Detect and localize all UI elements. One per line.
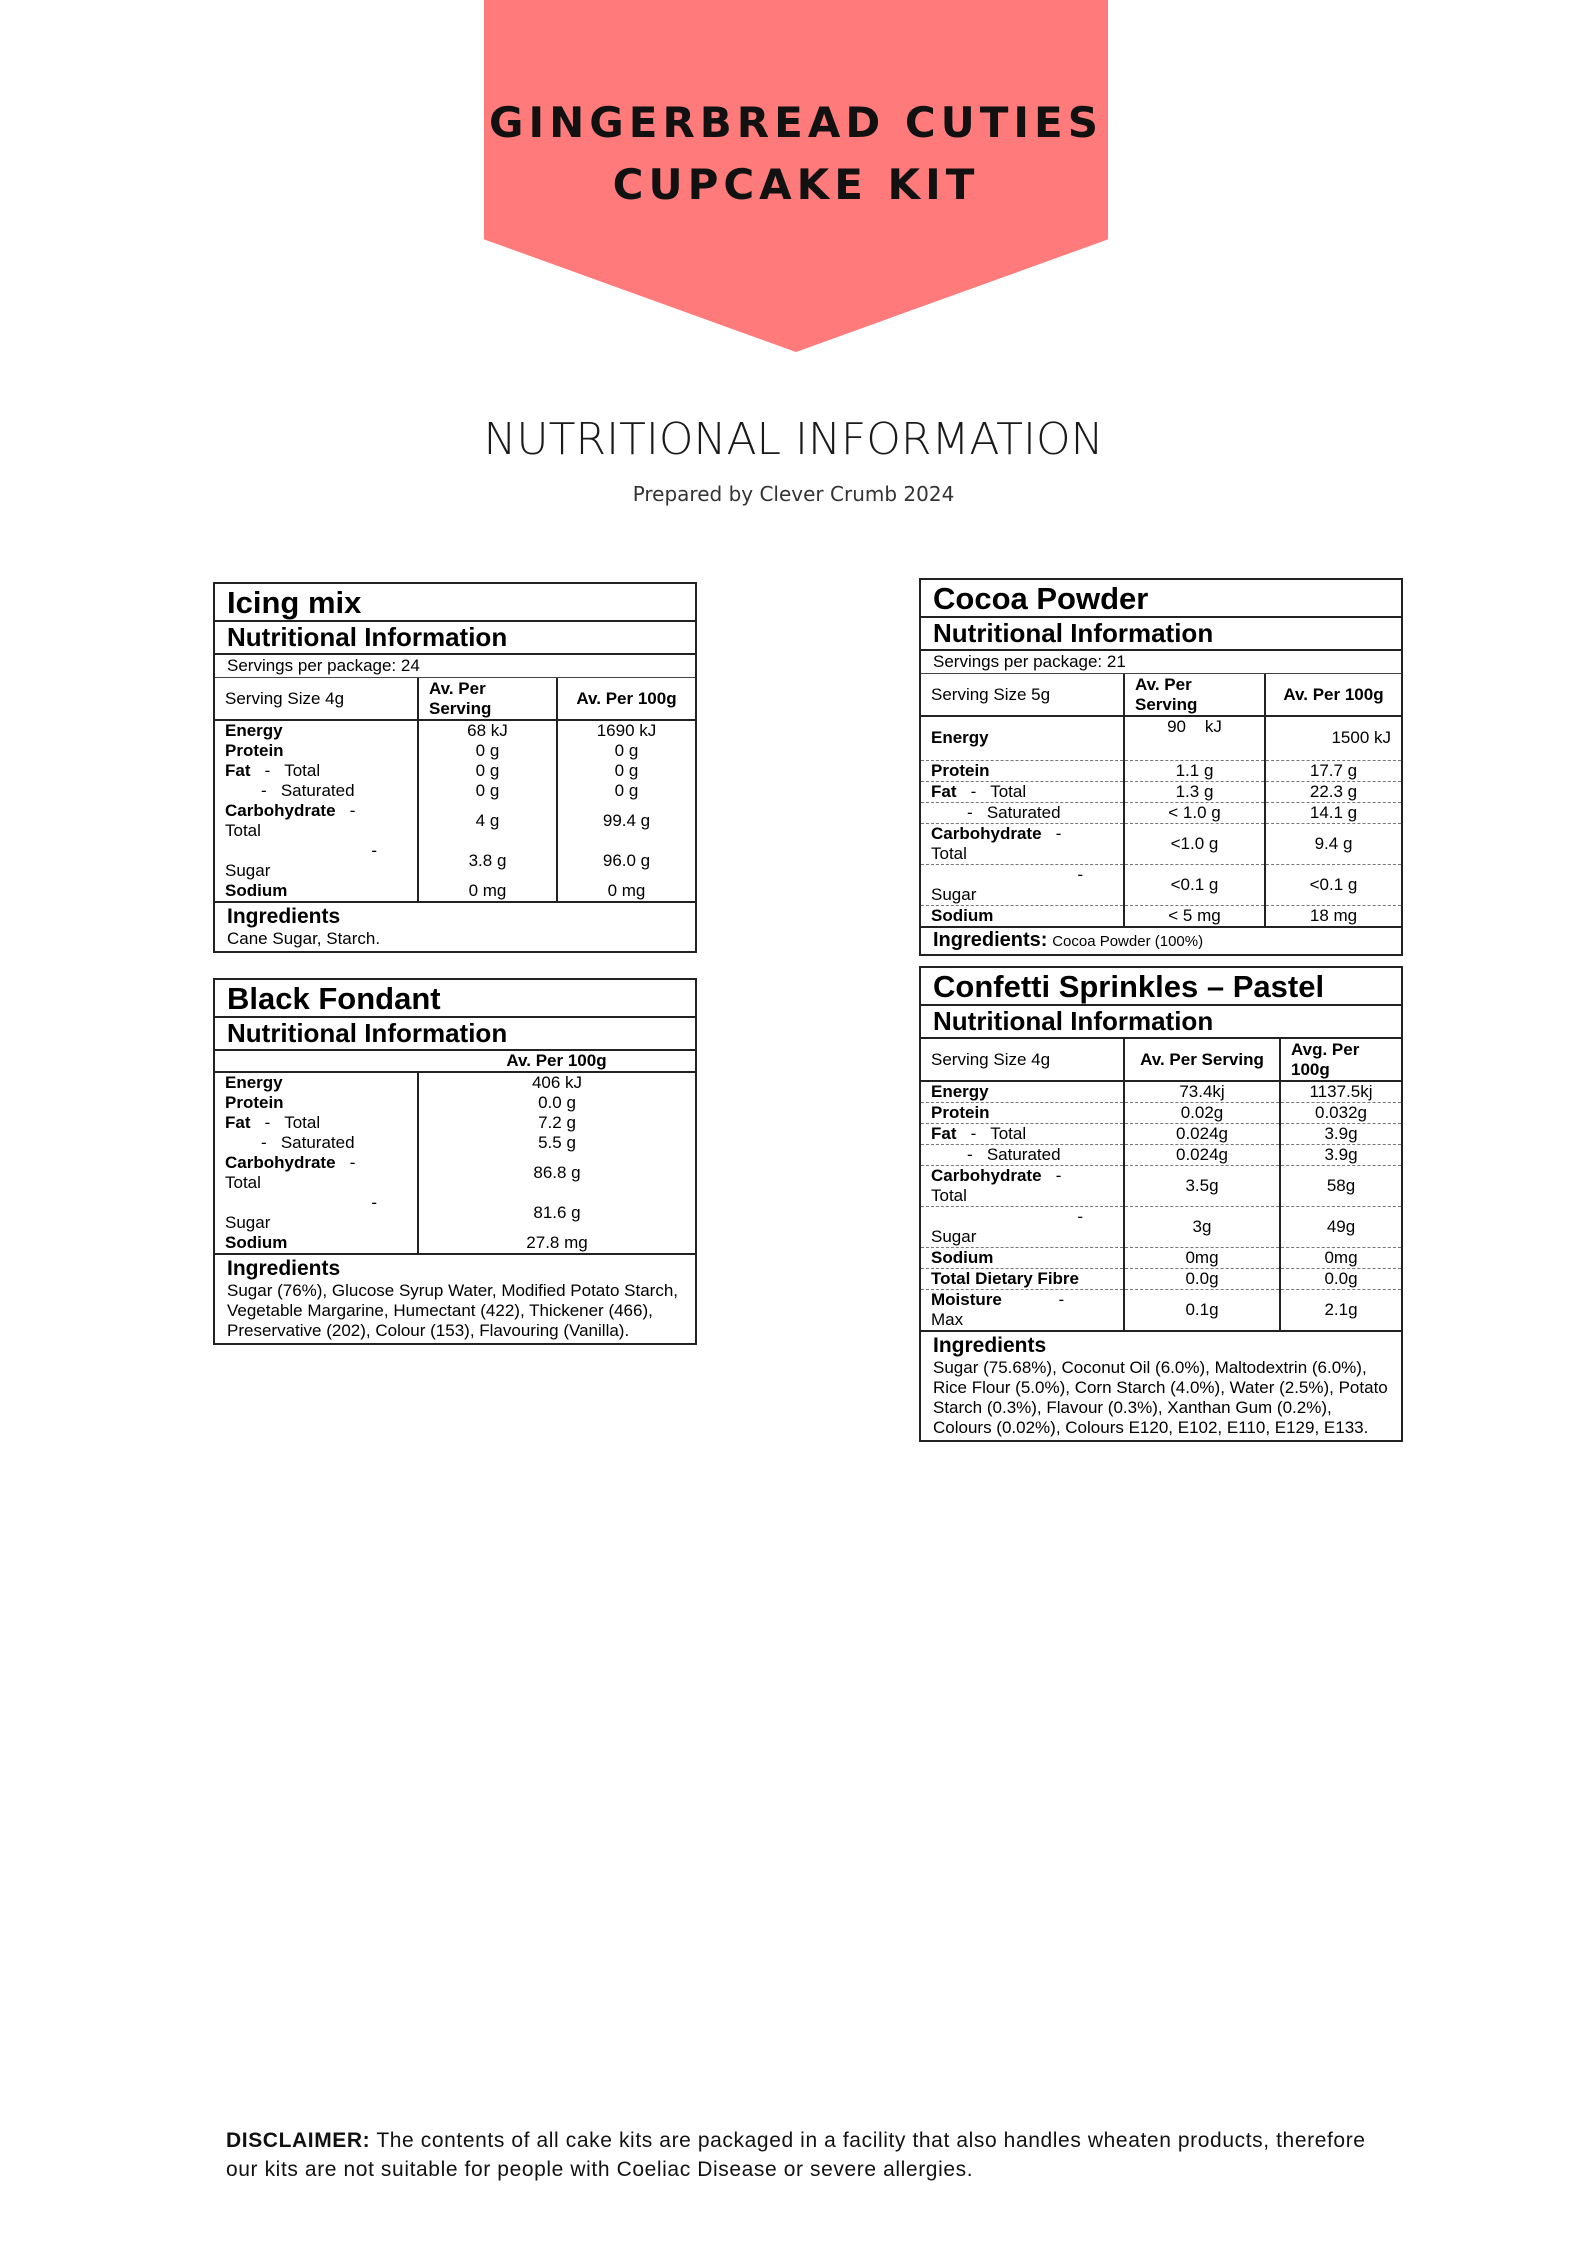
row-sublabel: - Total xyxy=(970,781,1027,801)
value-per-100g: 5.5 g xyxy=(418,1133,695,1153)
col-per-100g: Av. Per 100g xyxy=(557,678,695,720)
ingredients-heading: Ingredients xyxy=(227,905,341,928)
value-per-serving: 0.02g xyxy=(1124,1103,1280,1124)
value-per-100g: 58g xyxy=(1280,1166,1401,1207)
row-label: Energy xyxy=(225,721,283,740)
ingredients-text: Sugar (75.68%), Coconut Oil (6.0%), Maltodextrin (6.0%), Rice Flour (5.0%), Corn Starch (4.0%), Water (2.5%), Potato Starch (0.3%), Flavour (0.3%), Xanthan Gum (0.2%), Colours (0.02%), Colours E120, E102, E110, E129, E133. xyxy=(933,1358,1388,1437)
table-row xyxy=(215,741,695,761)
table-row xyxy=(215,781,695,801)
value-per-100g: 0 g xyxy=(557,761,695,781)
table-header-row xyxy=(921,1039,1401,1081)
row-label: - Saturated xyxy=(921,802,1124,823)
row-sublabel: - Total xyxy=(970,1124,1027,1143)
panel-subtitle: Nutritional Information xyxy=(215,1018,695,1051)
table-row xyxy=(921,1248,1401,1269)
table-row xyxy=(921,1103,1401,1124)
servings-per-package: Servings per package: 24 xyxy=(215,655,695,678)
value-per-serving: 73.4kj xyxy=(1124,1081,1280,1103)
value-per-100g: 3.9g xyxy=(1280,1124,1401,1145)
value-per-100g: 0.032g xyxy=(1280,1103,1401,1124)
row-sublabel-2: Total xyxy=(225,821,261,840)
disclaimer xyxy=(226,2126,1386,2184)
value-per-serving: 0 g xyxy=(418,761,557,781)
table-row xyxy=(921,1081,1401,1103)
panel-title: Confetti Sprinkles – Pastel xyxy=(921,968,1401,1006)
value-per-serving: 0.0g xyxy=(1124,1269,1280,1290)
col-per-100g: Av. Per 100g xyxy=(1265,674,1401,716)
serving-size: Serving Size 4g xyxy=(215,678,418,720)
row-label: Sodium xyxy=(225,881,288,900)
table-row xyxy=(921,1207,1401,1248)
table-row xyxy=(921,781,1401,802)
row-label: - Saturated xyxy=(921,1145,1124,1166)
value-per-serving: 0.024g xyxy=(1124,1124,1280,1145)
row-sublabel-2: Max xyxy=(931,1310,964,1329)
page-subtitle: Prepared by Clever Crumb 2024 xyxy=(632,482,955,506)
row-label: Fat xyxy=(931,781,957,801)
row-label: Carbohydrate xyxy=(225,801,336,820)
row-label: Moisture xyxy=(931,1290,1002,1309)
row-sublabel: - xyxy=(349,1153,356,1172)
row-sublabel: - xyxy=(1055,823,1062,843)
row-sublabel-2: Total xyxy=(931,1186,967,1205)
row-sublabel: - xyxy=(349,801,356,820)
table-row xyxy=(921,1124,1401,1145)
row-label: - xyxy=(1077,1207,1083,1226)
value-per-serving: <1.0 g xyxy=(1124,823,1265,864)
table-header-row xyxy=(215,1051,695,1072)
value-per-serving: 0.1g xyxy=(1124,1290,1280,1332)
black-fondant-panel xyxy=(213,978,697,1345)
value-per-100g: 406 kJ xyxy=(418,1072,695,1093)
row-sublabel: - xyxy=(1058,1290,1065,1309)
value-per-serving: < 1.0 g xyxy=(1124,802,1265,823)
row-sublabel: - Total xyxy=(264,1113,321,1132)
value-per-100g: 0.0 g xyxy=(418,1093,695,1113)
value-per-serving: 0mg xyxy=(1124,1248,1280,1269)
nutrition-table xyxy=(215,1051,695,1255)
nutrition-table xyxy=(921,1039,1401,1332)
servings-per-package: Servings per package: 21 xyxy=(921,651,1401,674)
table-row xyxy=(215,1072,695,1093)
panel-title: Cocoa Powder xyxy=(921,580,1401,618)
row-label: Energy xyxy=(931,1082,989,1101)
value-per-serving: 1.1 g xyxy=(1124,760,1265,781)
table-row xyxy=(921,823,1401,864)
value-per-serving: 3.8 g xyxy=(418,841,557,881)
value-per-100g: 0 g xyxy=(557,741,695,761)
row-sublabel: Sugar xyxy=(225,1213,271,1232)
value-per-100g: 22.3 g xyxy=(1265,781,1401,802)
value-per-100g: 96.0 g xyxy=(557,841,695,881)
table-row xyxy=(215,881,695,902)
value-per-100g: 0.0g xyxy=(1280,1269,1401,1290)
value-per-100g: 2.1g xyxy=(1280,1290,1401,1332)
kit-title xyxy=(484,92,1108,216)
nutrition-table xyxy=(215,678,695,903)
disclaimer-label: DISCLAIMER: xyxy=(226,2129,371,2152)
col-per-serving: Av. Per Serving xyxy=(1124,674,1265,716)
table-header-row xyxy=(215,678,695,720)
table-header-row xyxy=(921,674,1401,716)
table-row xyxy=(921,1269,1401,1290)
row-label: Total Dietary Fibre xyxy=(931,1269,1079,1288)
value-per-100g: 27.8 mg xyxy=(418,1233,695,1254)
table-row xyxy=(215,1093,695,1113)
confetti-sprinkles-panel xyxy=(919,966,1403,1442)
value-per-100g: <0.1 g xyxy=(1265,864,1401,905)
panel-title: Icing mix xyxy=(215,584,695,622)
row-sublabel: Sugar xyxy=(931,1227,977,1246)
row-label: - xyxy=(1077,864,1083,884)
row-label: Carbohydrate xyxy=(225,1153,336,1172)
table-row xyxy=(921,802,1401,823)
ingredients-text: Cane Sugar, Starch. xyxy=(227,929,381,948)
row-sublabel-2: Total xyxy=(225,1173,261,1192)
row-sublabel: - xyxy=(1055,1166,1062,1185)
page-title: NUTRITIONAL INFORMATION xyxy=(483,414,1104,465)
col-per-serving: Av. Per Serving xyxy=(1124,1039,1280,1081)
cocoa-powder-panel xyxy=(919,578,1403,956)
value-per-100g: 3.9g xyxy=(1280,1145,1401,1166)
row-label: Protein xyxy=(931,760,990,780)
row-sublabel-2: Total xyxy=(931,843,967,863)
row-label: Energy xyxy=(225,1073,283,1092)
table-row xyxy=(215,720,695,741)
panel-title: Black Fondant xyxy=(215,980,695,1018)
row-label: Carbohydrate xyxy=(931,823,1042,843)
row-label: Carbohydrate xyxy=(931,1166,1042,1185)
table-row xyxy=(215,841,695,881)
serving-size: Serving Size 4g xyxy=(921,1039,1124,1081)
row-sublabel: Sugar xyxy=(931,884,977,904)
table-row xyxy=(921,1145,1401,1166)
kit-title-line-2: CUPCAKE KIT xyxy=(612,160,980,209)
row-label: Sodium xyxy=(225,1233,288,1252)
row-label: Protein xyxy=(225,741,284,760)
serving-size: Serving Size 5g xyxy=(921,674,1124,716)
row-label: Fat xyxy=(225,1113,251,1132)
value-per-100g: 0 g xyxy=(557,781,695,801)
table-row xyxy=(921,1166,1401,1207)
ingredients-heading: Ingredients xyxy=(933,1334,1047,1357)
table-row xyxy=(921,760,1401,781)
row-label: - xyxy=(371,841,377,860)
table-row xyxy=(215,1233,695,1254)
ingredients-text: Sugar (76%), Glucose Syrup Water, Modified Potato Starch, Vegetable Margarine, Humectant (422), Thickener (466), Preservative (202), Colour (153), Flavouring (Vanilla). xyxy=(227,1281,679,1340)
table-row xyxy=(921,864,1401,905)
ingredients-heading: Ingredients xyxy=(227,1257,341,1280)
icing-mix-panel xyxy=(213,582,697,953)
disclaimer-text: The contents of all cake kits are packaged in a facility that also handles wheaten products, therefore our kits are not suitable for people with Coeliac Disease or severe allergies. xyxy=(226,2129,1366,2181)
value-per-serving: 0 mg xyxy=(418,881,557,902)
row-label: - xyxy=(371,1193,377,1212)
table-row xyxy=(921,1290,1401,1332)
value-per-serving: 3.5g xyxy=(1124,1166,1280,1207)
panel-subtitle: Nutritional Information xyxy=(215,622,695,655)
table-row xyxy=(921,905,1401,927)
ingredients-heading: Ingredients: xyxy=(933,928,1048,951)
value-per-100g: 81.6 g xyxy=(418,1193,695,1233)
value-per-serving: 0 g xyxy=(418,781,557,801)
panel-subtitle: Nutritional Information xyxy=(921,618,1401,651)
row-label: - Saturated xyxy=(261,781,355,800)
value-per-100g: 14.1 g xyxy=(1265,802,1401,823)
row-label: Sodium xyxy=(931,1248,994,1267)
value-per-serving: 1.3 g xyxy=(1124,781,1265,802)
row-label: Fat xyxy=(931,1124,957,1143)
table-row xyxy=(215,1113,695,1133)
value-per-serving: 0.024g xyxy=(1124,1145,1280,1166)
panel-subtitle: Nutritional Information xyxy=(921,1006,1401,1039)
value-per-100g: 18 mg xyxy=(1265,905,1401,927)
value-per-serving: 68 kJ xyxy=(418,720,557,741)
row-sublabel: Sugar xyxy=(225,861,271,880)
value-per-100g: 1500 kJ xyxy=(1265,716,1401,760)
value-per-serving: 3g xyxy=(1124,1207,1280,1248)
value-per-100g: 9.4 g xyxy=(1265,823,1401,864)
value-per-100g: 99.4 g xyxy=(557,801,695,841)
table-row xyxy=(215,801,695,841)
table-row xyxy=(215,1133,695,1153)
row-label: - Saturated xyxy=(261,1133,355,1152)
row-label: Energy xyxy=(931,728,989,748)
row-label: Sodium xyxy=(931,905,994,925)
value-per-serving: 4 g xyxy=(418,801,557,841)
value-per-serving: < 5 mg xyxy=(1124,905,1265,927)
row-label: Protein xyxy=(225,1093,284,1112)
value-per-100g: 1690 kJ xyxy=(557,720,695,741)
value-per-100g: 1137.5kj xyxy=(1280,1081,1401,1103)
table-row xyxy=(215,761,695,781)
value-per-100g: 0 mg xyxy=(557,881,695,902)
col-per-100g: Avg. Per 100g xyxy=(1280,1039,1401,1081)
value-per-100g: 86.8 g xyxy=(418,1153,695,1193)
table-row xyxy=(215,1193,695,1233)
col-per-100g: Av. Per 100g xyxy=(418,1051,695,1072)
col-per-serving: Av. Per Serving xyxy=(418,678,557,720)
value-per-100g: 49g xyxy=(1280,1207,1401,1248)
row-label: Protein xyxy=(931,1103,990,1122)
value-per-100g: 0mg xyxy=(1280,1248,1401,1269)
table-row xyxy=(921,716,1401,760)
table-row xyxy=(215,1153,695,1193)
row-label: Fat xyxy=(225,761,251,780)
value-per-100g: 17.7 g xyxy=(1265,760,1401,781)
value-per-serving: 90 kJ xyxy=(1124,716,1265,760)
value-per-serving: <0.1 g xyxy=(1124,864,1265,905)
value-per-100g: 7.2 g xyxy=(418,1113,695,1133)
row-sublabel: - Total xyxy=(264,761,321,780)
kit-title-line-1: GINGERBREAD CUTIES xyxy=(489,98,1103,147)
nutrition-table xyxy=(921,674,1401,928)
ingredients-text: Cocoa Powder (100%) xyxy=(1052,932,1204,950)
value-per-serving: 0 g xyxy=(418,741,557,761)
